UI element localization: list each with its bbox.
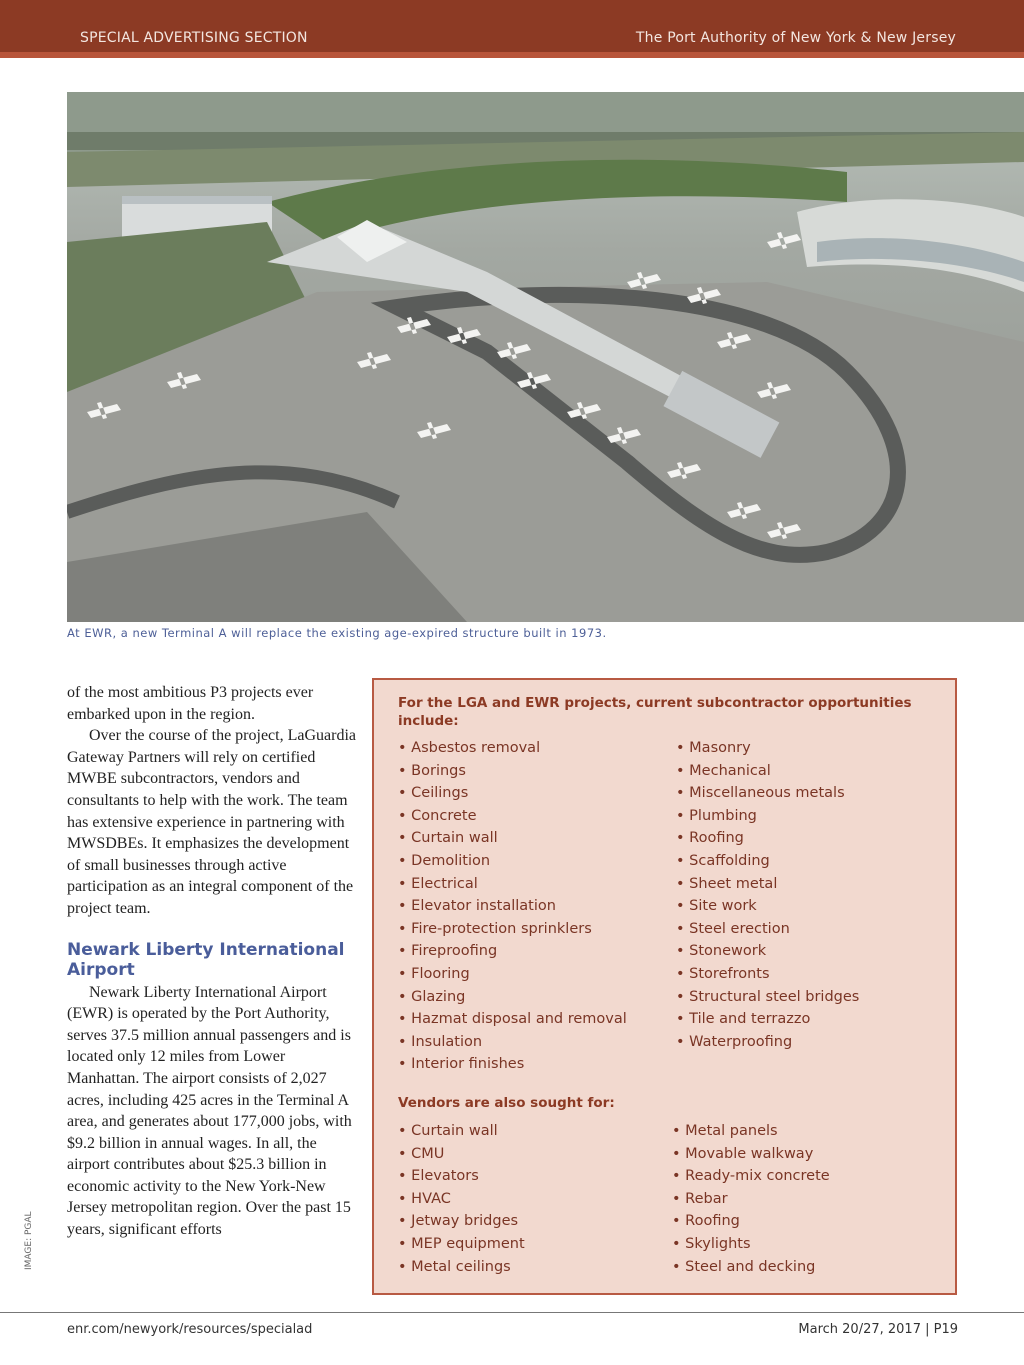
subcontractor-heading: For the LGA and EWR projects, current subcontractor opportunities include: [398, 695, 912, 729]
list-item: • Miscellaneous metals [676, 782, 859, 805]
list-item: • Masonry [676, 737, 859, 760]
list-item: • Roofing [672, 1210, 830, 1233]
list-item: • HVAC [398, 1188, 525, 1211]
list-item: • Structural steel bridges [676, 986, 859, 1009]
article-column [67, 682, 357, 1241]
list-item: • Skylights [672, 1233, 830, 1256]
publisher-label: The Port Authority of New York & New Jersey [635, 30, 956, 46]
list-item: • Rebar [672, 1188, 830, 1211]
list-item: • Fireproofing [398, 940, 627, 963]
list-item: • Electrical [398, 873, 627, 896]
section-label: SPECIAL ADVERTISING SECTION [80, 30, 308, 46]
list-item: • Sheet metal [676, 873, 859, 896]
article-paragraph: of the most ambitious P3 projects ever embarked upon in the region. [67, 684, 314, 723]
vendor-list-right [672, 1120, 830, 1278]
list-item: • Movable walkway [672, 1143, 830, 1166]
vendors-heading: Vendors are also sought for: [398, 1095, 615, 1111]
airport-rendering [67, 92, 1024, 622]
list-item: • MEP equipment [398, 1233, 525, 1256]
list-item: • Curtain wall [398, 827, 627, 850]
footer-url: enr.com/newyork/resources/specialad [67, 1322, 313, 1337]
list-item: • Stonework [676, 940, 859, 963]
footer-date-page: March 20/27, 2017 | P19 [798, 1322, 958, 1337]
photo-caption: At EWR, a new Terminal A will replace the existing age-expired structure built in 1973. [67, 626, 607, 640]
list-item: • Interior finishes [398, 1053, 627, 1076]
subcontractor-list-left [398, 737, 627, 1076]
list-item: • Plumbing [676, 805, 859, 828]
list-item: • Hazmat disposal and removal [398, 1008, 627, 1031]
list-item: • Fire-protection sprinklers [398, 918, 627, 941]
list-item: • Scaffolding [676, 850, 859, 873]
opportunities-sidebar [372, 678, 957, 1295]
header-rule [0, 52, 1024, 58]
list-item: • Site work [676, 895, 859, 918]
list-item: • CMU [398, 1143, 525, 1166]
list-item: • Metal panels [672, 1120, 830, 1143]
list-item: • Jetway bridges [398, 1210, 525, 1233]
subcontractor-list-right [676, 737, 859, 1053]
list-item: • Glazing [398, 986, 627, 1009]
list-item: • Mechanical [676, 760, 859, 783]
list-item: • Elevator installation [398, 895, 627, 918]
section-heading: Newark Liberty International Airport [67, 939, 345, 980]
list-item: • Elevators [398, 1165, 525, 1188]
list-item: • Waterproofing [676, 1031, 859, 1054]
article-paragraph: Over the course of the project, LaGuardia Gateway Partners will rely on certified MWBE subcontractors, vendors and consultants to help with the work. The team has extensive experience in partnering with MWSDBEs. It emphasizes the development of small businesses through active participation as an integral component of the project team. [67, 727, 356, 917]
vendor-list-left [398, 1120, 525, 1278]
terminal-aerial-image [67, 92, 1024, 622]
article-paragraph: Newark Liberty International Airport (EWR) is operated by the Port Authority, serves 37.5 million annual passengers and is located only 12 miles from Lower Manhattan. The airport consists of 2,027 acres, including 425 acres in the Terminal A area, and generates about 177,000 jobs, with $9.2 billion in annual wages. In all, the airport contributes about $25.3 billion in economic activity to the New York-New Jersey metropolitan region. Over the past 15 years, significant efforts [67, 983, 352, 1239]
list-item: • Demolition [398, 850, 627, 873]
list-item: • Ready-mix concrete [672, 1165, 830, 1188]
list-item: • Flooring [398, 963, 627, 986]
footer-rule [0, 1312, 1024, 1313]
list-item: • Borings [398, 760, 627, 783]
list-item: • Roofing [676, 827, 859, 850]
list-item: • Storefronts [676, 963, 859, 986]
image-credit: IMAGE: PGAL [24, 1211, 34, 1270]
list-item: • Asbestos removal [398, 737, 627, 760]
list-item: • Steel and decking [672, 1256, 830, 1279]
header-band [0, 0, 1024, 52]
list-item: • Metal ceilings [398, 1256, 525, 1279]
list-item: • Concrete [398, 805, 627, 828]
list-item: • Steel erection [676, 918, 859, 941]
list-item: • Insulation [398, 1031, 627, 1054]
list-item: • Ceilings [398, 782, 627, 805]
list-item: • Curtain wall [398, 1120, 525, 1143]
list-item: • Tile and terrazzo [676, 1008, 859, 1031]
